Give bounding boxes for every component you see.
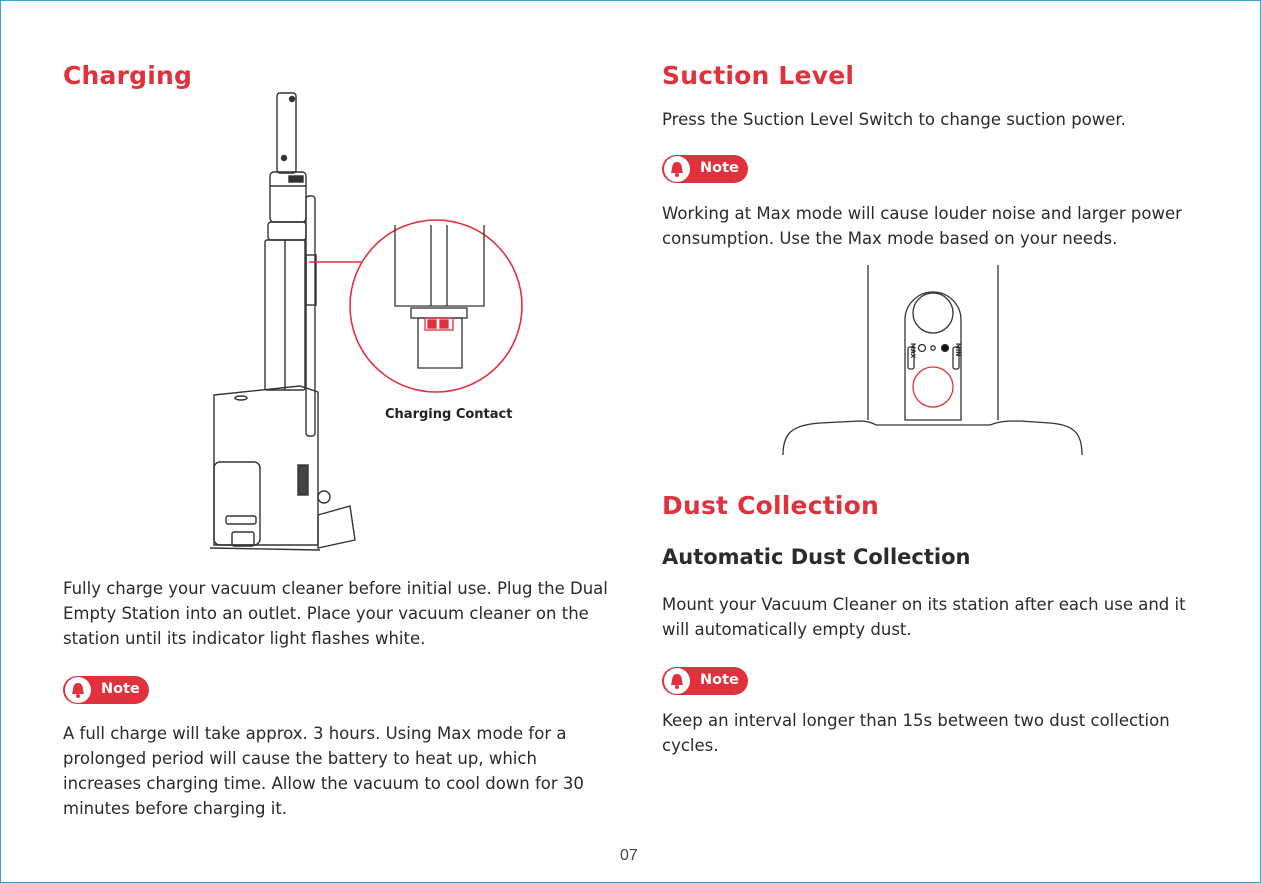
- suction-body: Press the Suction Level Switch to change suction power.: [662, 110, 1126, 129]
- switch-max-label: MAX: [909, 343, 916, 359]
- charging-body: Fully charge your vacuum cleaner before initial use. Plug the Dual Empty Station into an outlet. Place your vacuum cleaner on the station until its indicator light flashes white.: [63, 579, 608, 648]
- page-number: 07: [620, 847, 638, 864]
- suction-title: Suction Level: [662, 61, 855, 90]
- dust-title: Dust Collection: [662, 491, 880, 520]
- suction-note-text: Working at Max mode will cause louder noise and larger power consumption. Use the Max mode based on your needs.: [662, 204, 1182, 248]
- suction-switch-illustration: [780, 265, 1100, 465]
- charging-illustration: [0, 0, 530, 480]
- charging-note-text: A full charge will take approx. 3 hours. Using Max mode for a prolonged period will cause the battery to heat up, which increases charging time. Allow the vacuum to cool down for 30 minutes before charging it.: [63, 724, 584, 818]
- bell-icon: [664, 156, 690, 182]
- charging-title: Charging: [63, 61, 193, 90]
- callout-label: Charging Contact: [385, 407, 513, 422]
- charging-note-badge: [63, 676, 149, 704]
- note-label: Note: [101, 681, 140, 697]
- dust-note-text: Keep an interval longer than 15s between two dust collection cycles.: [662, 711, 1170, 755]
- switch-min-label: MIN: [954, 343, 961, 357]
- bell-icon: [664, 668, 690, 694]
- suction-note-badge: [662, 155, 748, 183]
- note-label: Note: [700, 160, 739, 176]
- bell-icon: [65, 677, 91, 703]
- dust-note-badge: [662, 667, 748, 695]
- dust-body: Mount your Vacuum Cleaner on its station after each use and it will automatically empty dust.: [662, 595, 1186, 639]
- note-label: Note: [700, 672, 739, 688]
- dust-subtitle: Automatic Dust Collection: [662, 545, 971, 569]
